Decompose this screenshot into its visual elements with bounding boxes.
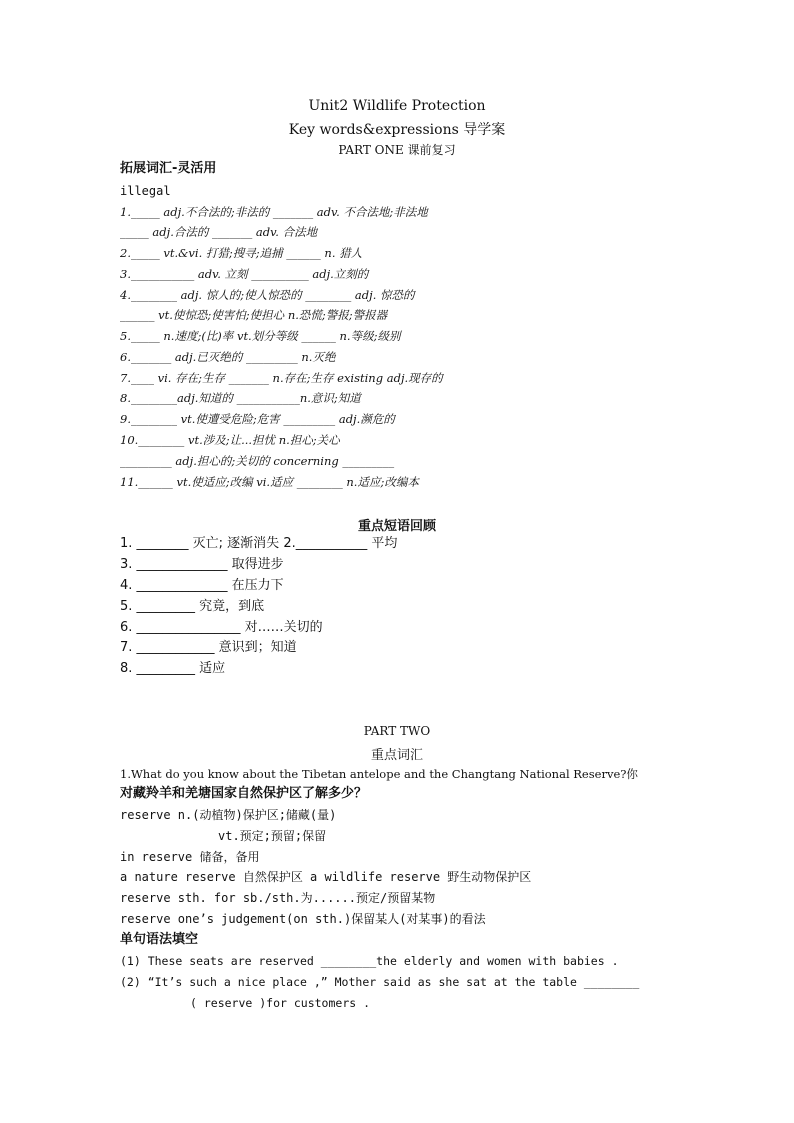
vocab-line: 11.______ vt.使适应;改编 vi.适应 ________ n.适应;改编本 (120, 475, 419, 489)
phrase-line: 7. ____________ 意识到；知道 (120, 640, 297, 655)
word-illegal: illegal (120, 184, 171, 198)
vocab-line: 9.________ vt.使遭受危险;危害 _________ adj.濒危的 (120, 412, 395, 426)
vocab-line: 2._____ vt.&vi. 打猎;搜寻;追捕 ______ n. 猎人 (120, 246, 363, 260)
exercise-heading: 单句语法填空 (120, 932, 199, 947)
vocab-line: 3.___________ adv. 立刻 __________ adj.立刻的 (120, 267, 369, 281)
phrase-line: 6. ________________ 对……关切的 (120, 620, 323, 635)
reserve-noun-definition: reserve n.(动植物)保护区;储藏(量) (120, 808, 337, 822)
vocab-line: ______ vt.使惊恐;使害怕;使担心 n.恐慌;警报;警报器 (120, 308, 388, 322)
vocab-line: 1._____ adj.不合法的;非法的 _______ adv. 不合法地;非法地 (120, 205, 428, 219)
question-1-chinese: 对藏羚羊和羌塘国家自然保护区了解多少？ (120, 786, 368, 801)
reserve-phrase: a nature reserve 自然保护区 a wildlife reserve 野生动物保护区 (120, 870, 532, 884)
reserve-phrase: reserve sth. for sb./sth.为......预定/预留某物 (120, 891, 436, 905)
section-heading-phrases: 重点短语回顾 (357, 519, 436, 534)
vocab-line: _____ adj.合法的 _______ adv. 合法地 (120, 225, 318, 239)
part-two-heading: 重点词汇 (370, 748, 423, 763)
document-subtitle: Key words&expressions 导学案 (288, 122, 506, 138)
document-title: Unit2 Wildlife Protection (308, 98, 486, 114)
reserve-phrase: reserve one’s judgement(on sth.)保留某人(对某事)的看法 (120, 912, 486, 926)
vocab-line: 10.________ vt.涉及;让...担忧 n.担心;关心 (120, 433, 340, 447)
exercise-item-continuation: ( reserve )for customers . (190, 996, 371, 1010)
vocab-line: 7.____ vi. 存在;生存 _______ n.存在;生存 existing adj.现存的 (120, 371, 443, 385)
reserve-verb-definition: vt.预定;预留;保留 (218, 829, 327, 843)
phrase-line: 5. _________ 究竟，到底 (120, 599, 265, 614)
phrase-line: 3. ______________ 取得进步 (120, 557, 284, 572)
vocab-line: 4.________ adj. 惊人的;使人惊恐的 ________ adj. 惊恐的 (120, 288, 415, 302)
reserve-phrase: in reserve 储备，备用 (120, 850, 260, 864)
vocab-line: 5._____ n.速度;(比)率 vt.划分等级 ______ n.等级;级别 (120, 329, 401, 343)
question-1-english: 1.What do you know about the Tibetan antelope and the Changtang National Reserve?你 (120, 767, 638, 781)
vocab-line: 6._______ adj.已灭绝的 _________ n.灭绝 (120, 350, 336, 364)
phrase-line: 8. _________ 适应 (120, 661, 226, 676)
vocab-line: 8.________adj.知道的 ___________n.意识;知道 (120, 391, 361, 405)
vocab-line: _________ adj.担心的;关切的 concerning _________ (120, 454, 395, 468)
part-two-label: PART TWO (363, 724, 431, 738)
section-heading-vocab: 拓展词汇-灵活用 (120, 161, 217, 176)
exercise-item: (2) “It’s such a nice place ,” Mother said as she sat at the table ________ (120, 975, 640, 989)
phrase-line: 1. ________ 灭亡; 逐渐消失 2.___________ 平均 (120, 536, 398, 551)
exercise-item: (1) These seats are reserved ________the elderly and women with babies . (120, 954, 619, 968)
part-one-label: PART ONE 课前复习 (338, 143, 456, 157)
phrase-line: 4. ______________ 在压力下 (120, 578, 284, 593)
